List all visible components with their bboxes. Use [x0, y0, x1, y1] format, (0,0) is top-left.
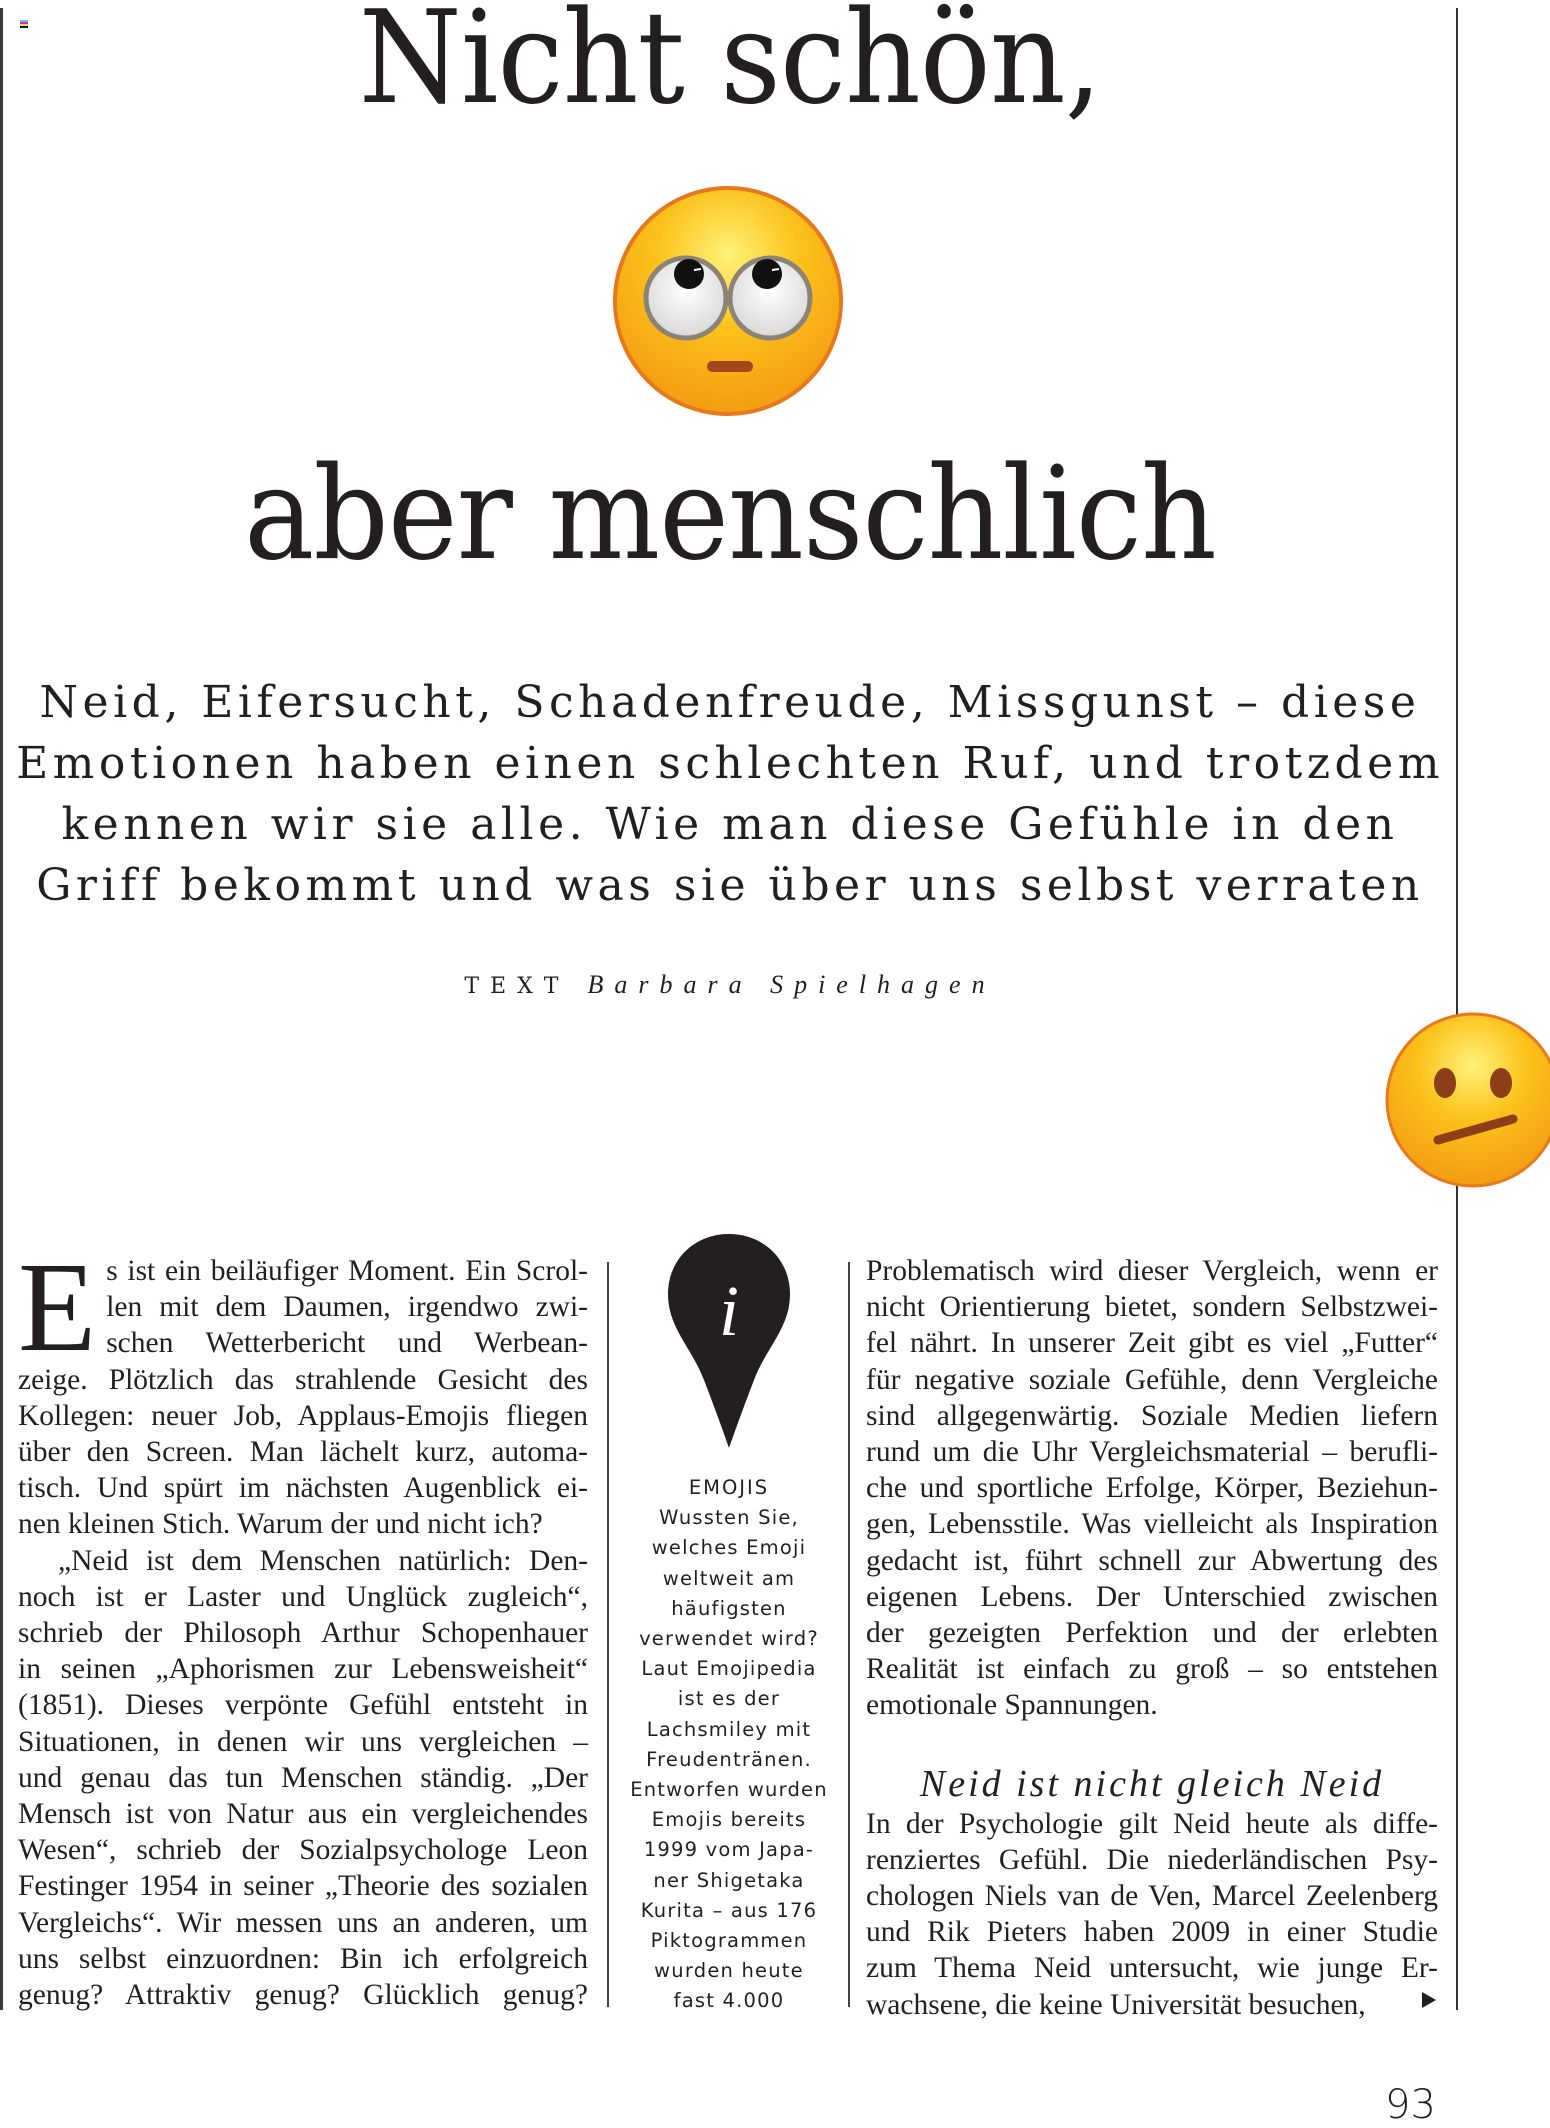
byline [0, 970, 1460, 1000]
lead-line: Neid, Eifersucht, Schadenfreude, Missgunst – diese [39, 677, 1421, 728]
info-line: weltweit am [662, 1566, 796, 1590]
text-line: genug? Attraktiv genug? Glücklich genug? [18, 1979, 588, 2012]
text-line: sind allgegenwärtig. Soziale Medien liefern [866, 1399, 1438, 1432]
info-map-pin-icon [664, 1230, 794, 1452]
text-line: Kollegen: neuer Job, Applaus-Emojis fliegen [18, 1399, 588, 1432]
info-line: Entworfen wurden [630, 1778, 828, 1802]
text-line: nicht Orientierung bietet, sondern Selbstzwei- [866, 1291, 1438, 1324]
text-line: eigenen Lebens. Der Unterschied zwischen [866, 1580, 1438, 1613]
info-line: welches Emoji [651, 1536, 807, 1560]
section-subheading: Neid ist nicht gleich Neid [919, 1762, 1385, 1805]
page-border-left [0, 8, 3, 2010]
text-line: gedacht ist, führt schnell zur Abwertung des [866, 1544, 1438, 1577]
text-line: „Neid ist dem Menschen natürlich: Den- [58, 1544, 588, 1577]
page-border-right [1456, 8, 1458, 2010]
info-line: Wussten Sie, [659, 1506, 799, 1530]
byline-author: Barbara Spielhagen [587, 970, 996, 999]
text-line: schrieb der Philosoph Arthur Schopenhauer [18, 1617, 588, 1650]
text-line: Wesen“, schrieb der Sozialpsychologe Leon [18, 1834, 588, 1867]
column-divider [607, 1262, 609, 2007]
text-line: Mensch ist von Natur aus ein vergleichendes [18, 1798, 588, 1831]
headline-line-2: aber menschlich [244, 440, 1216, 589]
text-line: Vergleichs“. Wir messen uns an anderen, um [18, 1906, 588, 1939]
text-line: nen kleinen Stich. Warum der und nicht ich? [18, 1508, 543, 1541]
svg-text:i: i [718, 1271, 740, 1351]
text-line: len mit dem Daumen, irgendwo zwi- [106, 1291, 588, 1324]
info-line: Freudentränen. [646, 1747, 812, 1771]
article-column-right [866, 1253, 1438, 2023]
text-line: Festinger 1954 in seiner „Theorie des sozialen [18, 1870, 588, 1903]
face-with-rolling-eyes-emoji [610, 183, 846, 419]
text-line: chologen Niels van de Ven, Marcel Zeelenberg [866, 1880, 1438, 1913]
text-line: Problematisch wird dieser Vergleich, wenn er [866, 1255, 1438, 1287]
info-line: Laut Emojipedia [641, 1657, 817, 1681]
headline-line-1: Nicht schön, [358, 0, 1102, 133]
text-line: zeige. Plötzlich das strahlende Gesicht des [18, 1363, 588, 1396]
info-line: verwendet wird? [639, 1627, 819, 1651]
text-line: schen Wetterbericht und Werbean- [106, 1327, 588, 1360]
text-line: (1851). Dieses verpönte Gefühl entsteht in [18, 1689, 588, 1722]
column-divider [848, 1262, 850, 2007]
article-column-left [18, 1236, 588, 2013]
text-line: gen, Lebensstile. Was vielleicht als Inspiration [866, 1508, 1438, 1541]
text-line: Situationen, in denen wir uns vergleichen – [18, 1725, 588, 1758]
drop-cap: E [18, 1236, 97, 1378]
text-line: und Rik Pieters haben 2009 in einer Studie [866, 1916, 1438, 1949]
text-line: über den Screen. Man lächelt kurz, automa- [18, 1436, 588, 1469]
text-line: uns selbst einzuordnen: Bin ich erfolgreich [18, 1942, 588, 1975]
info-line: fast 4.000 [673, 1989, 785, 2013]
lead-line: kennen wir sie alle. Wie man diese Gefühle in den [61, 799, 1399, 850]
info-box [612, 1473, 846, 2017]
text-line: emotionale Spannungen. [866, 1689, 1158, 1722]
lead-line: Griff bekommt und was sie über uns selbst verraten [36, 860, 1424, 911]
info-line: 1999 vom Japa- [643, 1838, 815, 1862]
text-line: der gezeigten Perfektion und der erlebten [866, 1617, 1438, 1650]
text-line: wachsene, die keine Universität besuchen, [866, 1988, 1366, 2021]
byline-label: TEXT [464, 974, 570, 999]
info-line: ist es der [677, 1687, 781, 1711]
text-line: che und sportliche Erfolge, Körper, Beziehun- [866, 1472, 1438, 1505]
lead-paragraph [0, 672, 1460, 916]
text-line: s ist ein beiläufiger Moment. Ein Scrol- [106, 1255, 588, 1287]
info-box-title: EMOJIS [688, 1476, 770, 1499]
info-line: Lachsmiley mit [646, 1717, 812, 1741]
print-registration-mark [20, 20, 28, 28]
text-line: in seinen „Aphorismen zur Lebensweisheit“ [18, 1653, 588, 1686]
page-number: 93 [1385, 2082, 1436, 2128]
info-line: wurden heute [654, 1959, 804, 1983]
text-line: noch ist er Laster und Unglück zugleich“, [18, 1580, 588, 1613]
lead-line: Emotionen haben einen schlechten Ruf, und trotzdem [16, 738, 1444, 789]
info-line: Kurita – aus 176 [640, 1898, 818, 1922]
info-line: Piktogrammen [650, 1929, 808, 1953]
text-line: fel nährt. In unserer Zeit gibt es viel „Futter“ [866, 1327, 1438, 1360]
info-line: Emojis bereits [651, 1808, 807, 1832]
neutral-face-emoji [1383, 1010, 1550, 1190]
text-line: tisch. Und spürt im nächsten Augenblick ei- [18, 1472, 588, 1505]
text-line: renziertes Gefühl. Die niederländischen Psy- [866, 1843, 1438, 1876]
text-line: rund um die Uhr Vergleichsmaterial – berufli- [866, 1436, 1438, 1469]
text-line: In der Psychologie gilt Neid heute als diffe- [866, 1807, 1438, 1840]
text-line: und genau das tun Menschen ständig. „Der [18, 1761, 588, 1794]
text-line: Realität ist einfach zu groß – so entstehen [866, 1653, 1438, 1686]
info-line: ner Shigetaka [653, 1868, 805, 1892]
text-line: für negative soziale Gefühle, denn Vergleiche [866, 1363, 1438, 1396]
info-line: häufigsten [671, 1596, 787, 1620]
text-line: zum Thema Neid untersucht, wie junge Er- [866, 1952, 1438, 1985]
continue-arrow-icon [1422, 1992, 1436, 2008]
